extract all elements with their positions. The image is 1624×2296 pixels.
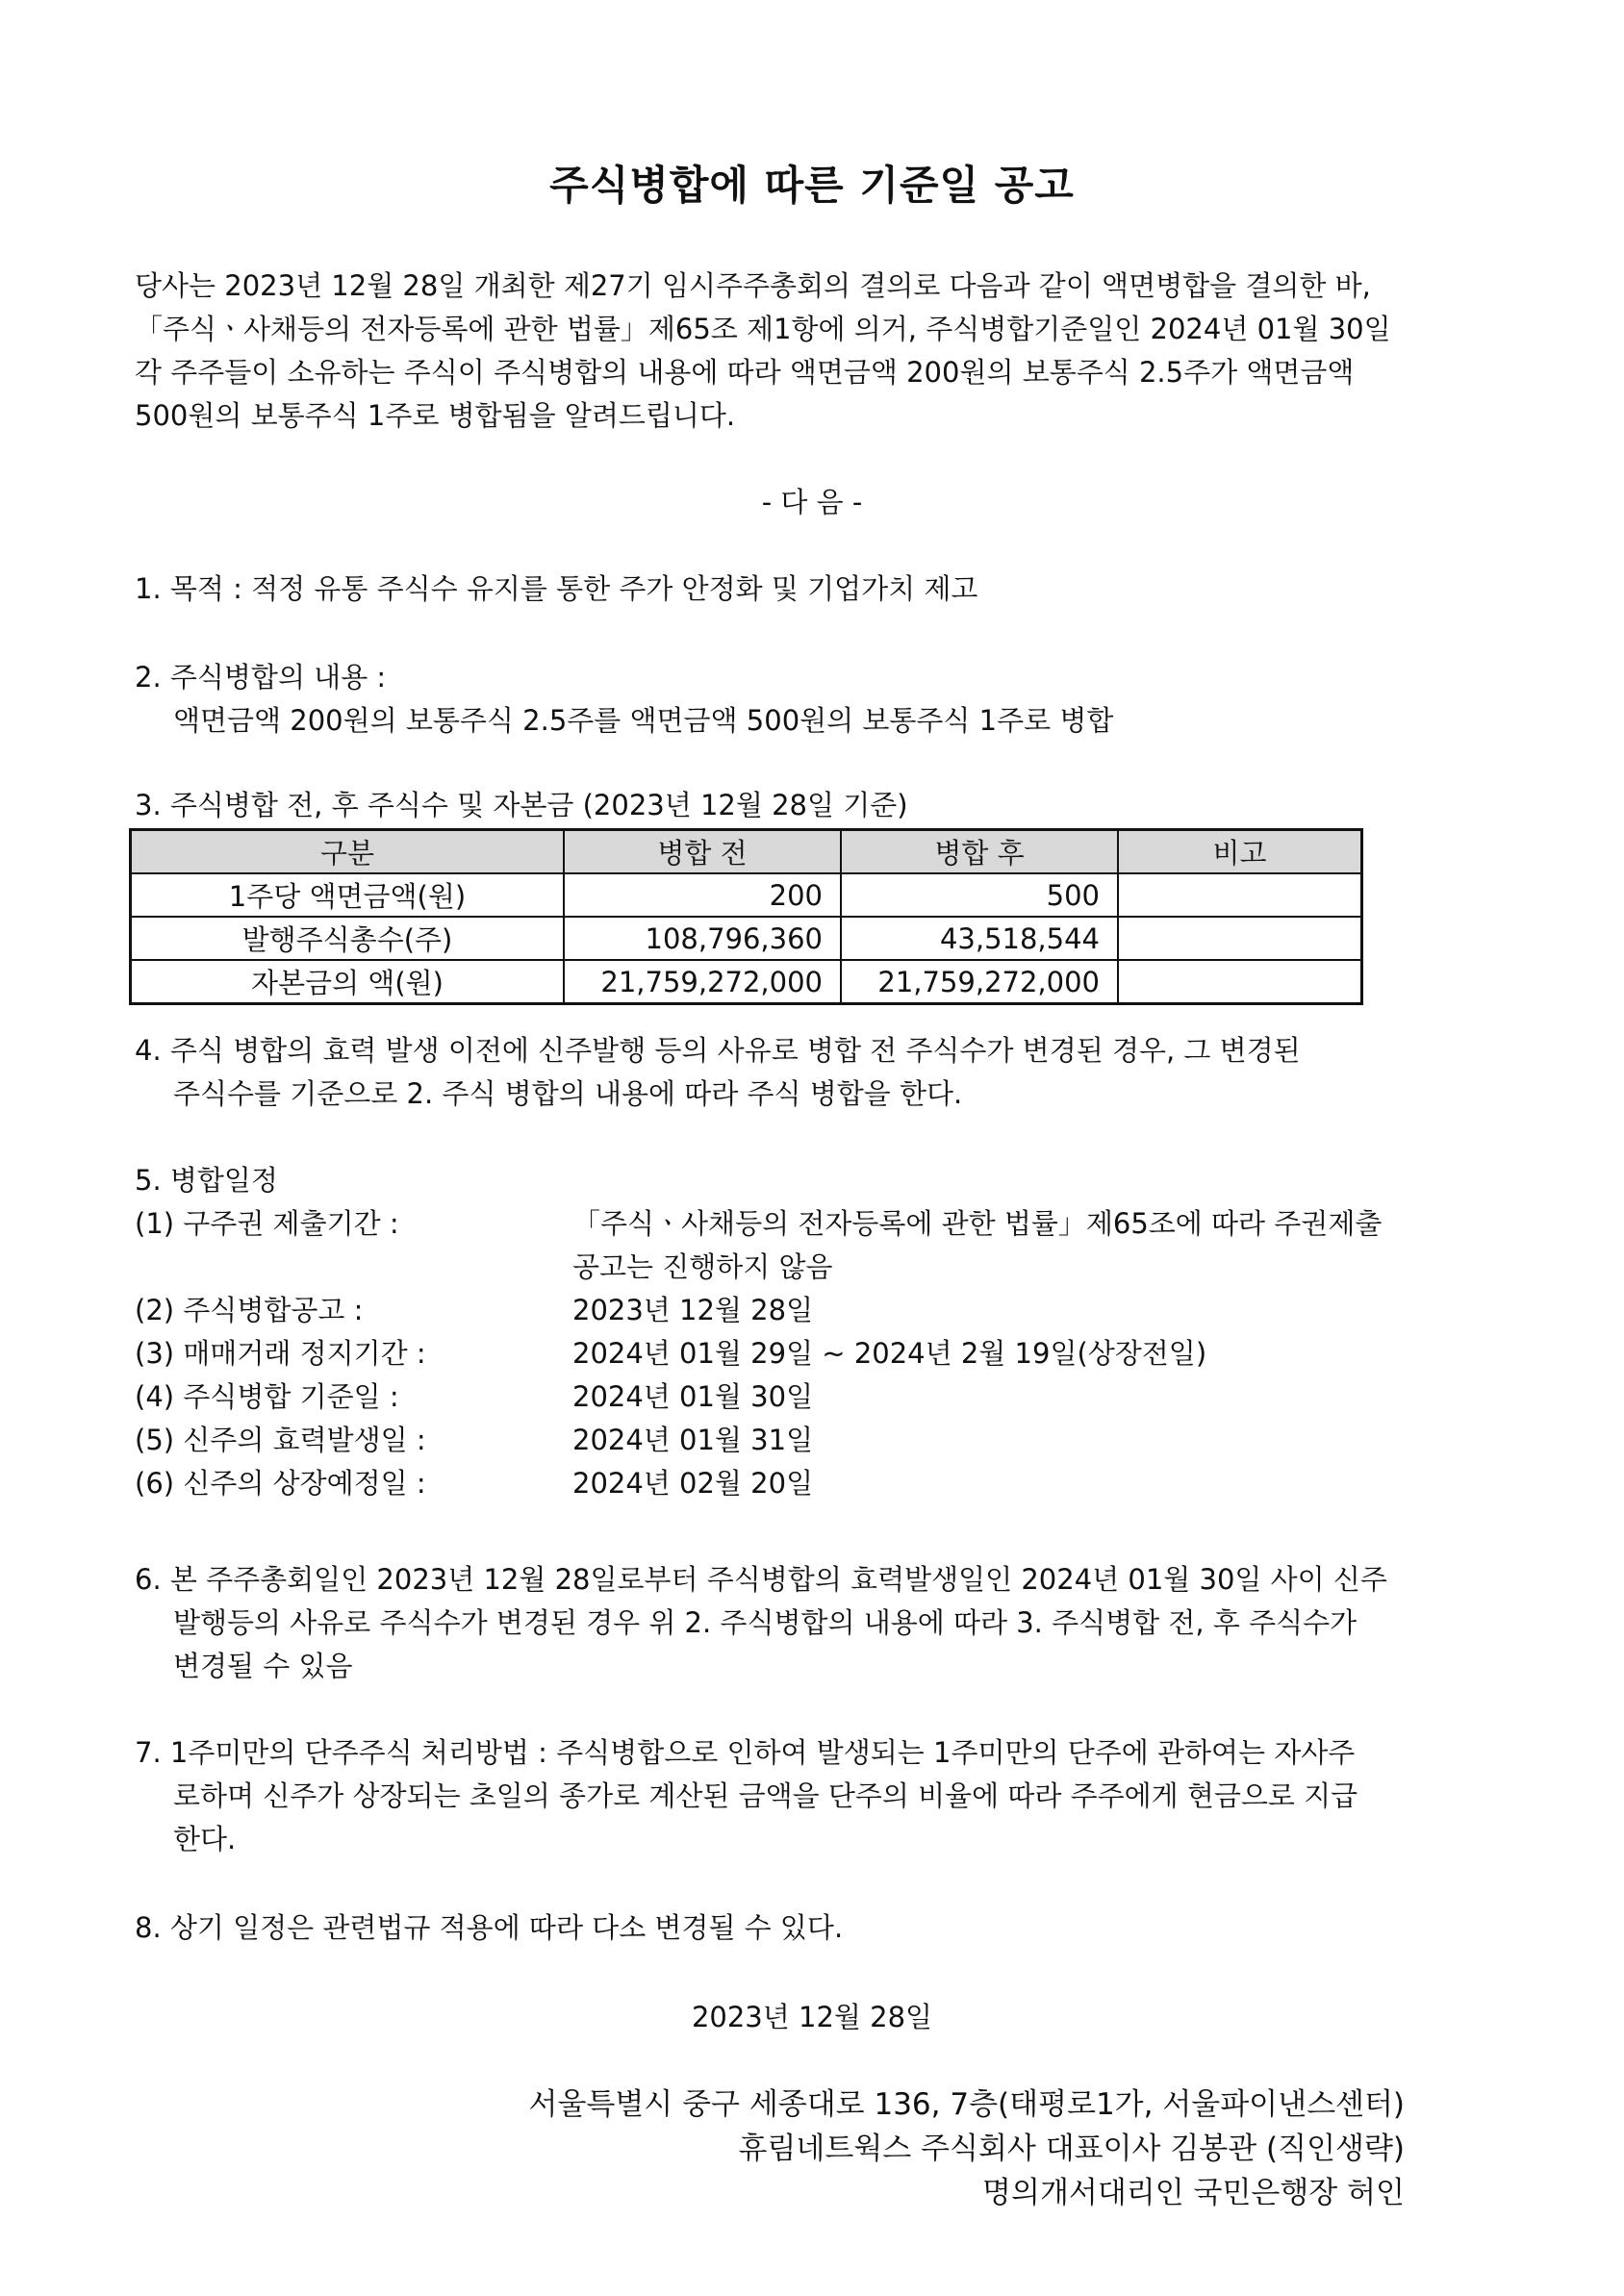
schedule-label: (3) 매매거래 정지기간 : [135,1337,426,1370]
item-pre-merge-change [135,1029,1501,1116]
item-fractional-shares [135,1731,1501,1861]
company-representative: 휴림네트웍스 주식회사 대표이사 김봉관 (직인생략) [738,2132,1405,2166]
schedule-label: (2) 주식병합공고 : [135,1294,364,1326]
table-cell [1118,960,1362,1004]
table-header-cell: 병합 전 [564,830,841,874]
item-line: 로하며 신주가 상장되는 초일의 종가로 계산된 금액을 단주의 비율에 따라 주주에게 현금으로 지급 [173,1779,1358,1812]
schedule-label: (6) 신주의 상장예정일 : [135,1467,426,1500]
schedule-value: 2023년 12월 28일 [572,1294,814,1326]
schedule-value: 2024년 01월 31일 [572,1424,814,1456]
schedule-label: (1) 구주권 제출기간 : [135,1207,399,1240]
item-line: 한다. [173,1823,237,1855]
schedule-label: (4) 주식병합 기준일 : [135,1380,399,1413]
item-line: 발행등의 사유로 주식수가 변경된 경우 위 2. 주식병합의 내용에 따라 3. 주식병합 전, 후 주식수가 [173,1606,1358,1639]
table-row [131,960,1362,1004]
table-cell: 21,759,272,000 [564,960,841,1004]
item-share-count-change [135,1558,1501,1688]
item-table-heading: 3. 주식병합 전, 후 주식수 및 자본금 (2023년 12월 28일 기준) [135,789,908,821]
table-cell: 200 [564,873,841,917]
schedule-label: (5) 신주의 효력발생일 : [135,1424,426,1456]
table-cell: 발행주식총수(주) [131,917,565,960]
shares-capital-table [129,828,1363,1005]
item-line: 6. 본 주주총회일인 2023년 12월 28일로부터 주식병합의 효력발생일인 2024년 01월 30일 사이 신주 [135,1563,1387,1596]
table-cell: 108,796,360 [564,917,841,960]
table-cell: 43,518,544 [841,917,1118,960]
notice-title: 주식병합에 따른 기준일 공고 [549,162,1075,209]
item-line: 4. 주식 병합의 효력 발생 이전에 신주발행 등의 사유로 병합 전 주식수가 변경된 경우, 그 변경된 [135,1034,1301,1067]
table-header-row [131,830,1362,874]
item-schedule-notice: 8. 상기 일정은 관련법규 적용에 따라 다소 변경될 수 있다. [135,1911,844,1944]
item-schedule-heading: 5. 병합일정 [135,1164,278,1197]
table-cell: 500 [841,873,1118,917]
table-row [131,917,1362,960]
item-heading: 2. 주식병합의 내용 : [135,661,387,694]
intro-paragraph [135,265,1501,438]
table-cell [1118,917,1362,960]
schedule-value-line: 공고는 진행하지 않음 [572,1250,833,1283]
table-cell [1118,873,1362,917]
intro-line: 당사는 2023년 12월 28일 개최한 제27기 임시주주총회의 결의로 다음과 같이 액면병합을 결의한 바, [135,269,1371,302]
item-merge-content [135,656,1501,743]
table-cell: 21,759,272,000 [841,960,1118,1004]
schedule-value: 2024년 01월 29일 ~ 2024년 2월 19일(상장전일) [572,1337,1207,1370]
table-row [131,873,1362,917]
schedule-value-line: 「주식ㆍ사채등의 전자등록에 관한 법률」제65조에 따라 주권제출 [572,1207,1383,1240]
transfer-agent: 명의개서대리인 국민은행장 허인 [982,2176,1405,2210]
item-line: 변경될 수 있음 [173,1650,353,1682]
schedule-value: 2024년 01월 30일 [572,1380,814,1413]
table-header-cell: 병합 후 [841,830,1118,874]
item-purpose: 1. 목적 : 적정 유통 주식수 유지를 통한 주가 안정화 및 기업가치 제고 [135,572,978,605]
item-body: 액면금액 200원의 보통주식 2.5주를 액면금액 500원의 보통주식 1주로 병합 [173,704,1114,737]
table-cell: 1주당 액면금액(원) [131,873,565,917]
item-line: 주식수를 기준으로 2. 주식 병합의 내용에 따라 주식 병합을 한다. [173,1077,963,1110]
section-divider-label: - 다 음 - [761,486,863,518]
schedule-value [572,1202,1382,1289]
intro-line: 각 주주들이 소유하는 주식이 주식병합의 내용에 따라 액면금액 200원의 보통주식 2.5주가 액면금액 [135,356,1355,389]
intro-line: 「주식ㆍ사채등의 전자등록에 관한 법률」제65조 제1항에 의거, 주식병합기준일인 2024년 01월 30일 [135,313,1391,345]
table-cell: 자본금의 액(원) [131,960,565,1004]
company-address: 서울특별시 중구 세종대로 136, 7층(태평로1가, 서울파이낸스센터) [528,2087,1405,2122]
table-header-cell: 구분 [131,830,565,874]
notice-date: 2023년 12월 28일 [691,2001,933,2033]
schedule-value: 2024년 02월 20일 [572,1467,814,1500]
table-header-cell: 비고 [1118,830,1362,874]
item-line: 7. 1주미만의 단주주식 처리방법 : 주식병합으로 인하여 발생되는 1주미만의 단주에 관하여는 자사주 [135,1736,1356,1769]
intro-line: 500원의 보통주식 1주로 병합됨을 알려드립니다. [135,399,736,432]
